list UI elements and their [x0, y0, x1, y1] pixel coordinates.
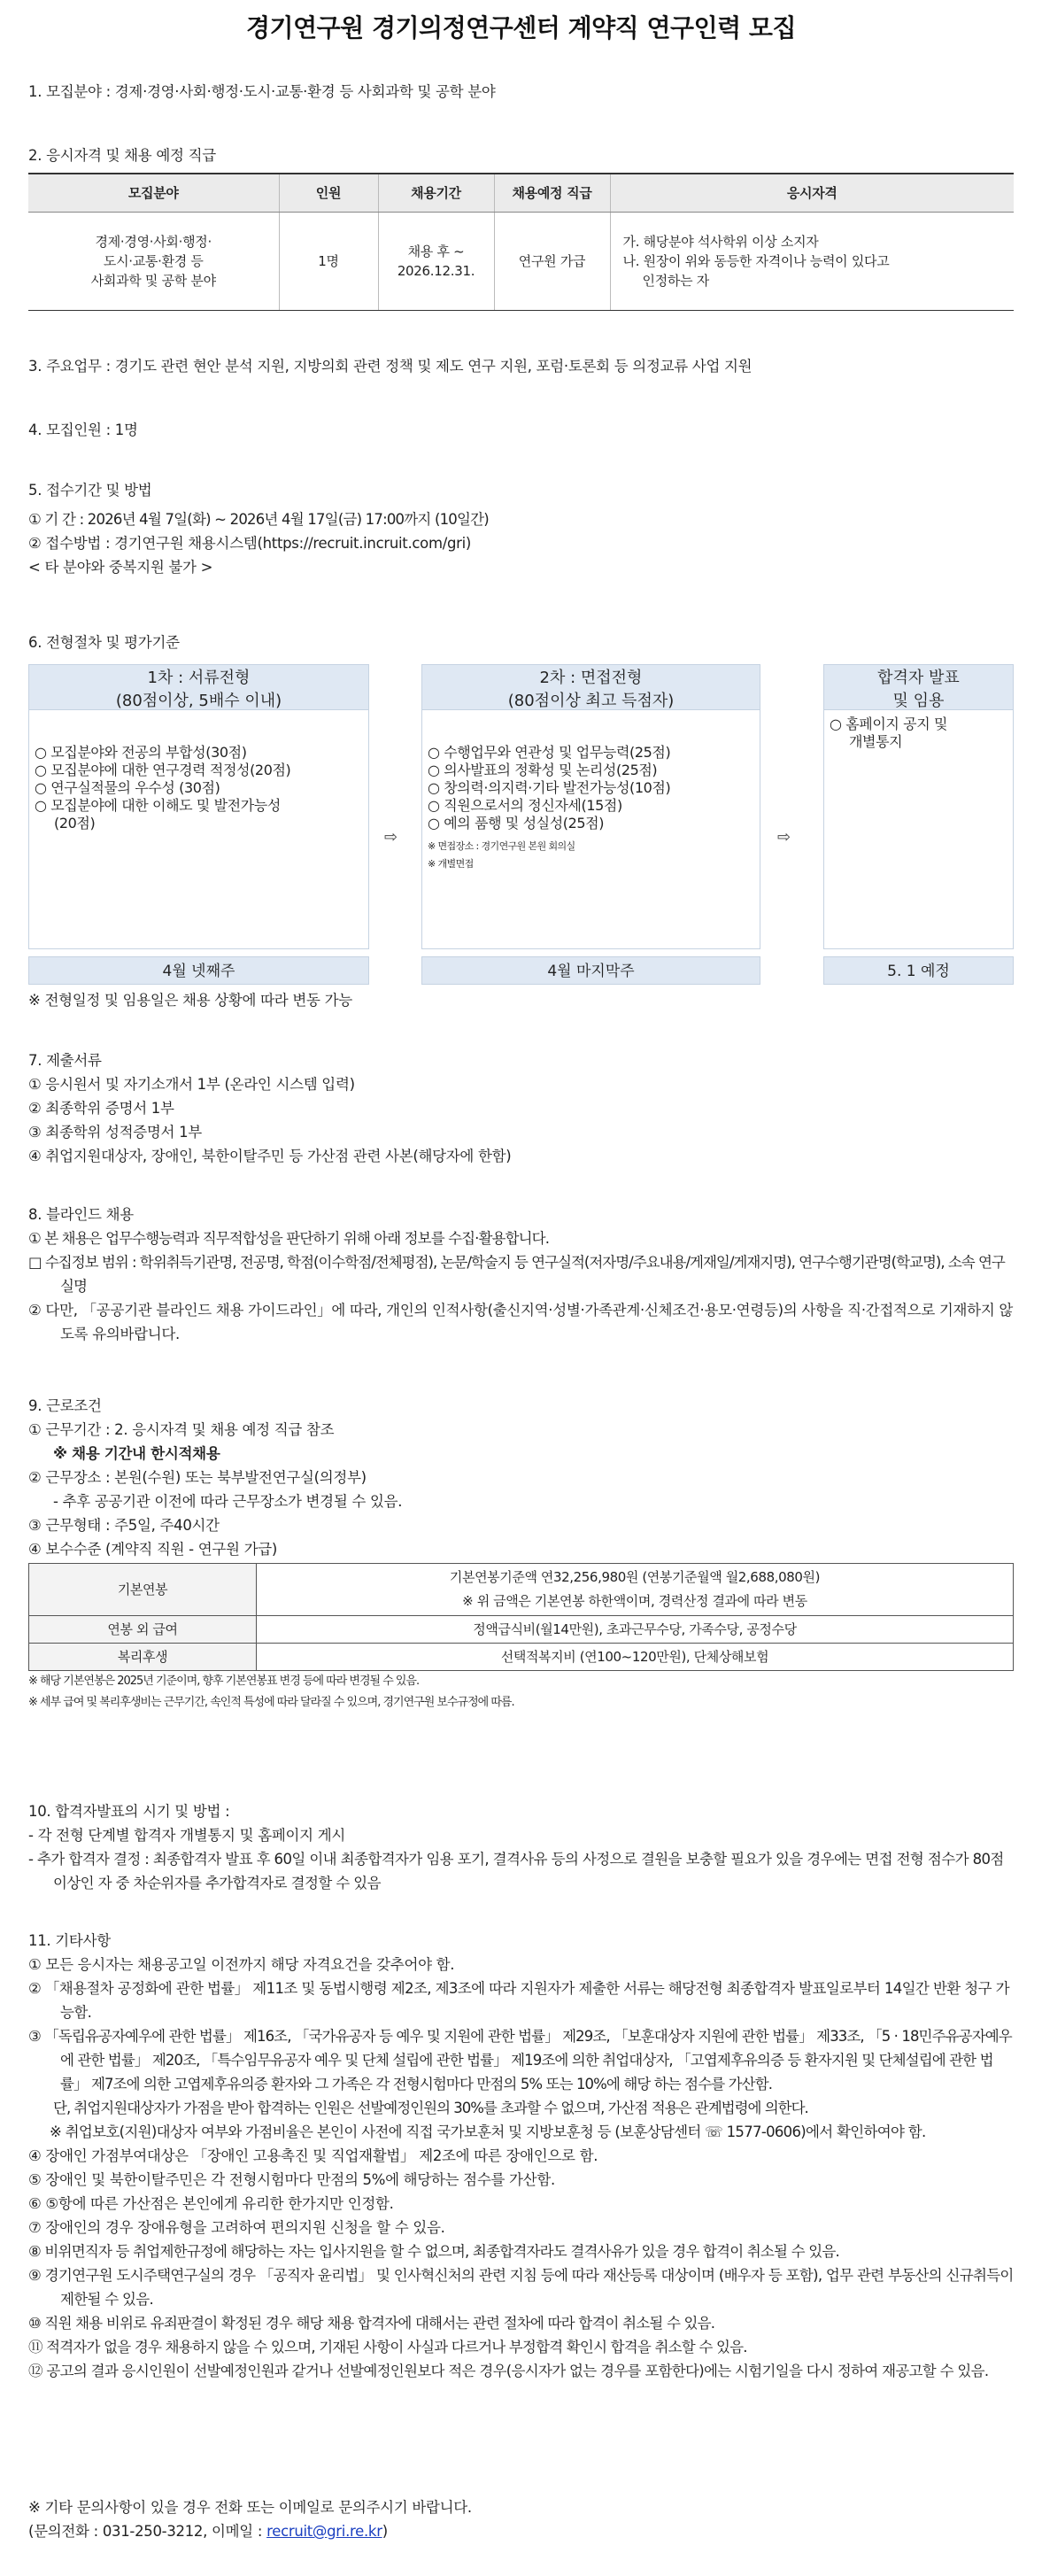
pay-value: 정액급식비(월14만원), 초과근무수당, 가족수당, 공정수당	[257, 1616, 1014, 1644]
list-item: ※ 취업보호(지원)대상자 여부와 가점비율은 본인이 사전에 직접 국가보훈처 및 지방보훈청 등 (보훈상담센터 ☏ 1577-0606)에서 확인하여야 함.	[50, 2123, 926, 2140]
list-item: ⑤ 장애인 및 북한이탈주민은 각 전형시험마다 만점의 5%에 해당하는 점수를 가산함.	[28, 2171, 555, 2188]
list-item: ② 「채용절차 공정화에 관한 법률」 제11조 및 동법시행령 제2조, 제3조에 따라 지원자가 제출한 서류는 해당전형 최종합격자 발표일로부터 14일간 반환 청구 가능함.	[28, 1980, 1009, 2021]
list-item: ④ 보수수준 (계약직 직원 - 연구원 가급)	[28, 1541, 278, 1558]
pay-value: 기본연봉기준액 연32,256,980원 (연봉기준월액 월2,688,080원) ※ 위 금액은 기본연봉 하한액이며, 경력산정 결과에 따라 변동	[257, 1564, 1014, 1616]
table-header-row	[28, 174, 1014, 213]
step-date: 5. 1 예정	[823, 956, 1014, 985]
cell-period: 채용 후 ~ 2026.12.31.	[378, 213, 494, 311]
table-row	[29, 1644, 1014, 1671]
section-count	[28, 418, 1014, 442]
list-item: ⑨ 경기연구원 도시주택연구실의 경우 「공직자 윤리법」 및 인사혁신처의 관련 지침 등에 따라 재산등록 대상이며 (배우자 등 포함), 업무 관련 부동산의 신규취득이 제한될 수 있음.	[28, 2267, 1014, 2308]
announcement-heading: 10. 합격자발표의 시기 및 방법 :	[28, 1803, 230, 1820]
list-item: ③ 근무형태 : 주5일, 주40시간	[28, 1517, 220, 1534]
cell-grade: 연구원 가급	[494, 213, 610, 311]
step-interview	[421, 664, 760, 985]
criteria-item: ○ 모집분야와 전공의 부합성(30점)	[35, 744, 247, 761]
list-item: ② 최종학위 증명서 1부	[28, 1100, 174, 1117]
criteria-item: 개별통지	[849, 733, 903, 750]
step-date: 4월 넷째주	[28, 956, 369, 985]
list-item: ⑧ 비위면직자 등 취업제한규정에 해당하는 자는 입사지원을 할 수 없으며, 최종합격자라도 결격사유가 있을 경우 합격이 취소될 수 있음.	[28, 2243, 839, 2260]
col-header: 채용예정 직급	[494, 174, 610, 213]
blind-note: ② 다만, 「공공기관 블라인드 채용 가이드라인」에 따라, 개인의 인적사항(출신지역·성별·가족관계·신체조건·용모·연령등)의 사항을 직·간접적으로 기재하지 않도록 유의바랍니다.	[28, 1302, 1014, 1342]
process-flow	[28, 664, 1014, 992]
list-item: ※ 채용 기간내 한시적채용	[53, 1445, 220, 1462]
section-application	[28, 478, 1014, 579]
qualification-table	[28, 173, 1014, 311]
documents-heading: 7. 제출서류	[28, 1052, 102, 1069]
step-document-screening	[28, 664, 369, 985]
list-item: ③ 「독립유공자예우에 관한 법률」 제16조, 「국가유공자 등 예우 및 지원에 관한 법률」 제29조, 「보훈대상자 지원에 관한 법률」 제33조, 「5 · 18민주유공자예우에 관한 법률」 제20조, 「특수임무유공자 예우 및 단체 설립에 관한 법률」 제19조에 의한 취업대상자, 「고엽제후유의증 등 환자지원 및 단체설립에 관한 법률」 제7조에 의한 고엽제후유의증 환자와 그 가족은 각 전형시험마다 만점의 5% 또는 10%에 해당 하는 점수를 가산함.	[28, 2028, 1012, 2093]
section-conditions	[28, 1394, 1014, 1713]
criteria-item: ○ 모집분야에 대한 연구경력 적정성(20점)	[35, 762, 291, 778]
step-criteria	[28, 710, 369, 949]
section-blind	[28, 1203, 1014, 1346]
page-title: 경기연구원 경기의정연구센터 계약직 연구인력 모집	[245, 13, 797, 43]
list-item: ⑪ 적격자가 없을 경우 채용하지 않을 수 있으며, 기재된 사항이 사실과 다르거나 부정합격 확인시 합격을 취소할 수 있음.	[28, 2339, 747, 2356]
col-header: 응시자격	[610, 174, 1014, 213]
blind-scope: □ 수집정보 범위 : 학위취득기관명, 전공명, 학점(이수학점/전체평점), 논문/학술지 등 연구실적(저자명/주요내용/게재일/게재지명), 연구수행기관명(학교명), 소속 연구실명	[28, 1254, 1005, 1295]
list-item: ⑦ 장애인의 경우 장애유형을 고려하여 편의지원 신청을 할 수 있음.	[28, 2219, 445, 2236]
pay-key: 연봉 외 급여	[29, 1616, 257, 1644]
contact-note: ※ 기타 문의사항이 있을 경우 전화 또는 이메일로 문의주시기 바랍니다.	[28, 2499, 472, 2516]
step-criteria	[421, 710, 760, 949]
blind-heading: 8. 블라인드 채용	[28, 1206, 134, 1223]
pay-note: ※ 세부 급여 및 복리후생비는 근무기간, 속인적 특성에 따라 달라질 수 있으며, 경기연구원 보수규정에 따름.	[28, 1696, 514, 1709]
arrow-icon: ⇨	[777, 828, 791, 847]
pay-key: 복리후생	[29, 1644, 257, 1671]
list-item: - 추가 합격자 결정 : 최종합격자 발표 후 60일 이내 최종합격자가 임용 포기, 결격사유 등의 사정으로 결원을 보충할 필요가 있을 경우에는 면접 전형 점수가 80점 이상인 자 중 차순위자를 추가합격자로 결정할 수 있음	[28, 1851, 1004, 1891]
list-item: ④ 취업지원대상자, 장애인, 북한이탈주민 등 가산점 관련 사본(해당자에 한함)	[28, 1148, 512, 1164]
criteria-item: ○ 연구실적물의 우수성 (30점)	[35, 779, 220, 796]
application-note: < 타 분야와 중복지원 불가 >	[28, 559, 213, 576]
col-header: 모집분야	[28, 174, 279, 213]
list-item: ① 응시원서 및 자기소개서 1부 (온라인 시스템 입력)	[28, 1076, 355, 1093]
pay-table	[28, 1563, 1014, 1671]
criteria-item: ○ 모집분야에 대한 이해도 및 발전가능성	[35, 797, 281, 814]
section-documents	[28, 1048, 1014, 1168]
section-qualification	[28, 143, 1014, 311]
email-link[interactable]: recruit@gri.re.kr	[266, 2523, 382, 2540]
list-item: - 각 전형 단계별 합격자 개별통지 및 홈페이지 게시	[28, 1827, 345, 1844]
list-item: 단, 취업지원대상자가 가점을 받아 합격하는 인원은 선발예정인원의 30%를 초과할 수 없으며, 가산점 적용은 관계법령에 의한다.	[53, 2100, 808, 2116]
pay-value: 선택적복지비 (연100~120만원), 단체상해보험	[257, 1644, 1014, 1671]
section-contact	[28, 2495, 1014, 2543]
criteria-item: ○ 직원으로서의 정신자세(15점)	[428, 797, 622, 814]
pay-key: 기본연봉	[29, 1564, 257, 1616]
list-item: ③ 최종학위 성적증명서 1부	[28, 1124, 202, 1141]
cell-field: 경제·경영·사회·행정· 도시·교통·환경 등 사회과학 및 공학 분야	[28, 213, 279, 311]
list-item: ① 근무기간 : 2. 응시자격 및 채용 예정 직급 참조	[28, 1421, 335, 1438]
step-header: 합격자 발표 및 임용	[823, 664, 1014, 710]
criteria-item: ○ 홈페이지 공지 및	[830, 716, 948, 732]
list-item: ⑩ 직원 채용 비위로 유죄판결이 확정된 경우 해당 채용 합격자에 대해서는 관련 절차에 따라 합격이 취소될 수 있음.	[28, 2315, 715, 2332]
blind-text: ① 본 채용은 업무수행능력과 직무적합성을 판단하기 위해 아래 정보를 수집·활용합니다.	[28, 1230, 550, 1247]
contact-info: (문의전화 : 031-250-3212, 이메일 : recruit@gri.re.kr)	[28, 2523, 388, 2540]
list-item: ① 모든 응시자는 채용공고일 이전까지 해당 자격요건을 갖추어야 함.	[28, 1956, 455, 1973]
cell-count: 1명	[279, 213, 378, 311]
interview-note: ※ 면접장소 : 경기연구원 본원 회의실	[428, 840, 575, 852]
criteria-item: ○ 예의 품행 및 성실성(25점)	[428, 815, 605, 832]
process-note: ※ 전형일정 및 임용일은 채용 상황에 따라 변동 가능	[28, 992, 352, 1009]
step-header: 2차 : 면접전형 (80점이상 최고 득점자)	[421, 664, 760, 710]
section-announcement	[28, 1799, 1014, 1895]
qualification-heading: 2. 응시자격 및 채용 예정 직급	[28, 147, 216, 164]
arrow-icon: ⇨	[384, 828, 398, 847]
count-text: 4. 모집인원 : 1명	[28, 422, 138, 438]
criteria-item: ○ 의사발표의 정확성 및 논리성(25점)	[428, 762, 658, 778]
criteria-item: ○ 창의력·의지력·기타 발전가능성(10점)	[428, 779, 671, 796]
list-item: ② 근무장소 : 본원(수원) 또는 북부발전연구실(의정부)	[28, 1469, 367, 1486]
section-field	[28, 80, 1014, 104]
criteria-item: (20점)	[54, 815, 96, 832]
process-heading: 6. 전형절차 및 평가기준	[28, 634, 180, 651]
step-date: 4월 마지막주	[421, 956, 760, 985]
list-item: ⑥ ⑤항에 따른 가산점은 본인에게 유리한 한가지만 인정함.	[28, 2195, 394, 2212]
col-header: 채용기간	[378, 174, 494, 213]
conditions-heading: 9. 근로조건	[28, 1397, 102, 1414]
interview-note: ※ 개별면접	[428, 858, 474, 870]
list-item: ⑫ 공고의 결과 응시인원이 선발예정인원과 같거나 선발예정인원보다 적은 경우(응시자가 없는 경우를 포함한다)에는 시험기일을 다시 정하여 재공고할 수 있음.	[28, 2363, 989, 2379]
pay-note: ※ 해당 기본연봉은 2025년 기준이며, 향후 기본연봉표 변경 등에 따라 변경될 수 있음.	[28, 1675, 420, 1688]
duties-text: 3. 주요업무 : 경기도 관련 현안 분석 지원, 지방의회 관련 정책 및 제도 연구 지원, 포럼·토론회 등 의정교류 사업 지원	[28, 358, 753, 375]
process-note-block	[28, 988, 1014, 1012]
table-row	[28, 213, 1014, 311]
application-method: ② 접수방법 : 경기연구원 채용시스템(https://recruit.incruit.com/gri)	[28, 535, 472, 552]
application-period: ① 기 간 : 2026년 4월 7일(화) ~ 2026년 4월 17일(금) 17:00까지 (10일간)	[28, 511, 489, 528]
table-row	[29, 1564, 1014, 1616]
field-text: 1. 모집분야 : 경제·경영·사회·행정·도시·교통·환경 등 사회과학 및 공학 분야	[28, 83, 496, 100]
section-process	[28, 630, 1014, 654]
step-announcement	[823, 664, 1014, 985]
list-item: - 추후 공공기관 이전에 따라 근무장소가 변경될 수 있음.	[53, 1493, 403, 1510]
application-heading: 5. 접수기간 및 방법	[28, 482, 152, 499]
step-header: 1차 : 서류전형 (80점이상, 5배수 이내)	[28, 664, 369, 710]
table-row	[29, 1616, 1014, 1644]
step-criteria	[823, 710, 1014, 949]
section-etc	[28, 1929, 1014, 2383]
list-item: ④ 장애인 가점부여대상은 「장애인 고용촉진 및 직업재활법」 제2조에 따른 장애인으로 함.	[28, 2147, 598, 2164]
cell-qualification: 가. 해당분야 석사학위 이상 소지자 나. 원장이 위와 동등한 자격이나 능력이 있다고 인정하는 자	[610, 213, 1014, 311]
criteria-item: ○ 수행업무와 연관성 및 업무능력(25점)	[428, 744, 671, 761]
etc-heading: 11. 기타사항	[28, 1932, 111, 1949]
section-duties	[28, 354, 1014, 378]
col-header: 인원	[279, 174, 378, 213]
